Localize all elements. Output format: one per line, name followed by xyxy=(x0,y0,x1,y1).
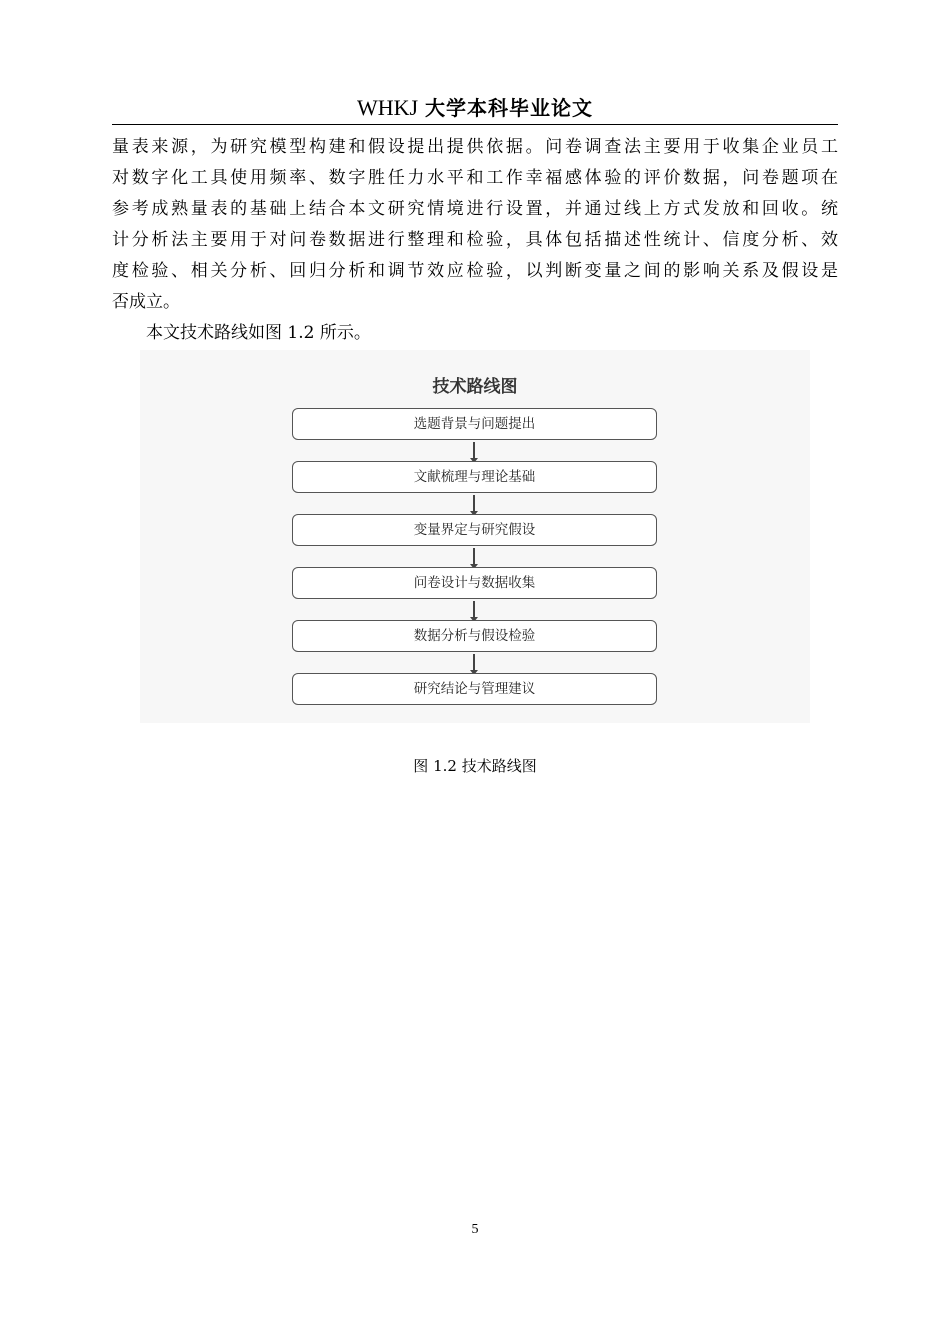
paragraph-1-line: 度检验、相关分析、回归分析和调节效应检验，以判断变量之间的影响关系及假设是 xyxy=(112,261,838,281)
paragraph-1-line: 对数字化工具使用频率、数字胜任力水平和工作幸福感体验的评价数据，问卷题项在 xyxy=(112,168,838,188)
figure-caption: 图 1.2 技术路线图 xyxy=(413,757,537,775)
paragraph-1-line: 计分析法主要用于对问卷数据进行整理和检验，具体包括描述性统计、信度分析、效 xyxy=(112,230,838,250)
flow-arrow-2 xyxy=(473,495,475,514)
paragraph-2: 本文技术路线如图 1.2 所示。 xyxy=(146,323,371,343)
paragraph-1-line: 否成立。 xyxy=(112,292,180,312)
header-chinese-text: 大学本科毕业论文 xyxy=(425,96,594,120)
flow-arrow-5 xyxy=(473,654,475,673)
figure-title: 技术路线图 xyxy=(432,377,518,397)
flow-step-5: 数据分析与假设检验 xyxy=(292,620,657,652)
body-text xyxy=(112,132,838,349)
flow-step-1: 选题背景与问题提出 xyxy=(292,408,657,440)
header-latin-text: WHKJ xyxy=(356,95,419,120)
paragraph-1 xyxy=(112,132,838,318)
flow-arrow-1 xyxy=(473,442,475,461)
page-number: 5 xyxy=(471,1222,479,1237)
paragraph-1-line: 参考成熟量表的基础上结合本文研究情境进行设置，并通过线上方式发放和回收。统 xyxy=(112,199,838,219)
paragraph-1-line: 量表来源，为研究模型构建和假设提出提供依据。问卷调查法主要用于收集企业员工 xyxy=(112,137,838,157)
flow-step-4: 问卷设计与数据收集 xyxy=(292,567,657,599)
flow-arrow-3 xyxy=(473,548,475,567)
running-header xyxy=(112,92,838,125)
flow-step-6: 研究结论与管理建议 xyxy=(292,673,657,705)
flow-step-2: 文献梳理与理论基础 xyxy=(292,461,657,493)
flow-step-3: 变量界定与研究假设 xyxy=(292,514,657,546)
flow-arrow-4 xyxy=(473,601,475,620)
technical-roadmap-figure xyxy=(140,350,810,723)
